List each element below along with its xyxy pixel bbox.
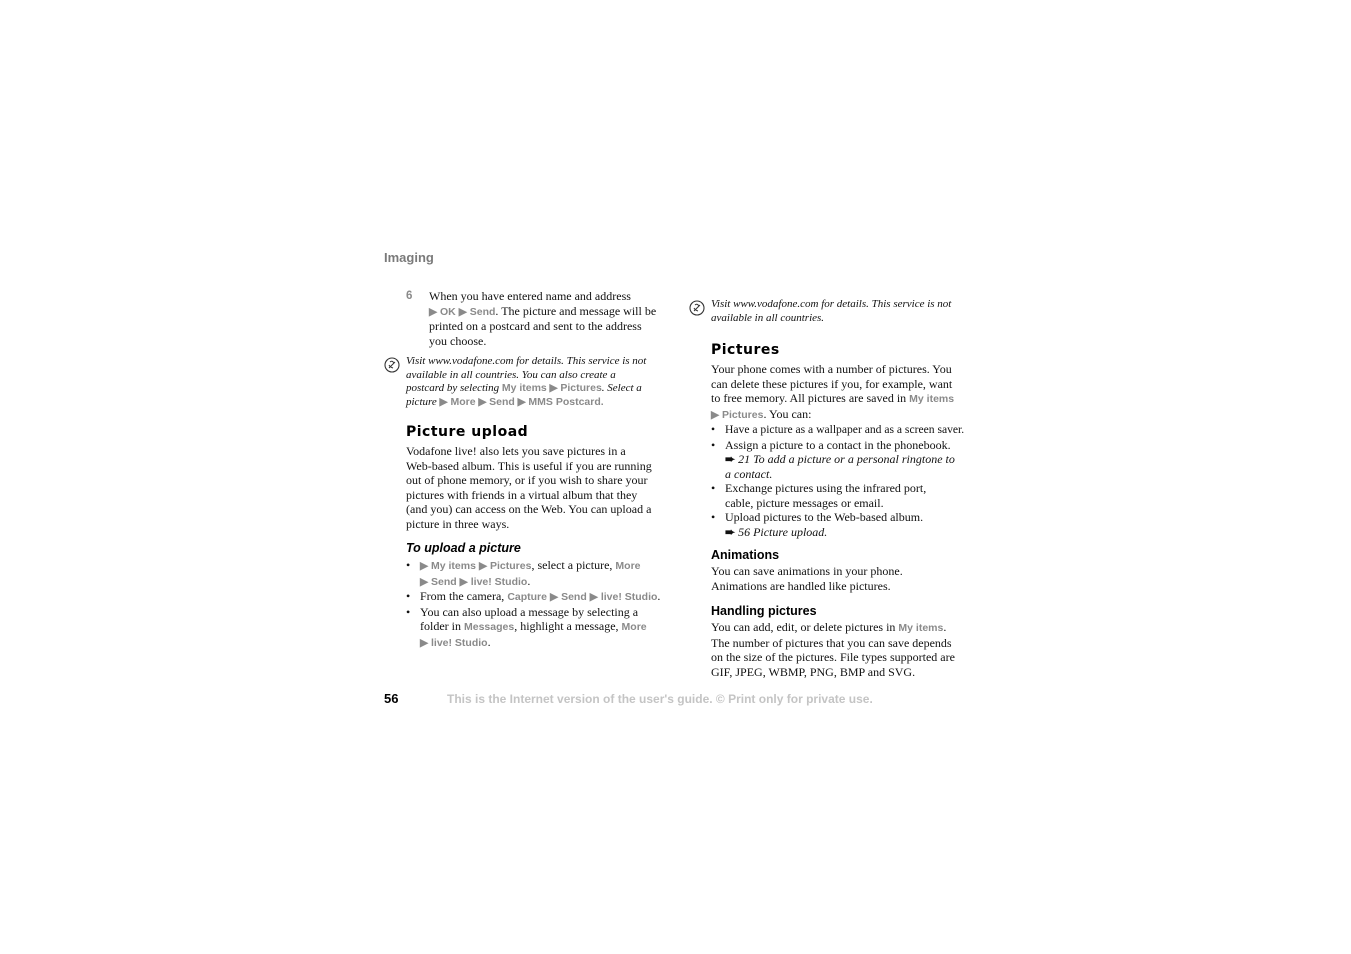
step-text-3: printed on a postcard and sent to the address bbox=[429, 319, 642, 333]
list-item: • Have a picture as a wallpaper and as a screen saver. bbox=[711, 423, 983, 438]
to-upload-heading: To upload a picture bbox=[406, 541, 521, 555]
handling-pictures-heading: Handling pictures bbox=[711, 604, 817, 618]
arrow-right-icon: ▶ bbox=[478, 395, 487, 408]
tip-note-left: Visit www.vodafone.com for details. This service is not available in all countries. You can also create a postcard by selecting My items ▶ Pictures. Select a picture ▶ More ▶ Send ▶ MMS Postcard. bbox=[406, 355, 647, 408]
tip-bulb-icon bbox=[689, 300, 705, 316]
pictures-body: Your phone comes with a number of pictures. You can delete these pictures if you, for example, want to free memory. All pictures are saved in My items ▶ Pictures. You can: • Have a picture as a wallpaper and as a screen saver. • Assign a picture to a contact in the phonebook. ➨ 21 To add a picture or a personal ringtone to a contact. • Exchange pictures using the infrared port, cable, picture messages or email. • Upload pictures to the Web-based album. ➨ 56 Picture upload. bbox=[711, 362, 983, 539]
arrow-right-icon: ▶ bbox=[549, 382, 558, 395]
list-item: • Exchange pictures using the infrared port, cable, picture messages or email. bbox=[711, 481, 983, 510]
arrow-right-icon: ▶ bbox=[517, 395, 526, 408]
list-item: • From the camera, Capture ▶ Send ▶ live! Studio. bbox=[406, 589, 678, 605]
list-item: • Upload pictures to the Web-based album. ➨ 56 Picture upload. bbox=[711, 510, 983, 539]
reference-arrow-icon: ➨ bbox=[725, 452, 736, 466]
handling-pictures-body: You can add, edit, or delete pictures in My items. The number of pictures that you can save depends on the size of the pictures. File types supported are GIF, JPEG, WBMP, PNG, BMP and SVG. bbox=[711, 620, 955, 679]
arrow-right-icon: ▶ bbox=[429, 305, 440, 318]
page-number: 56 bbox=[384, 691, 399, 706]
picture-upload-heading: Picture upload bbox=[406, 424, 529, 440]
tip-note-right: Visit www.vodafone.com for details. This service is not available in all countries. bbox=[711, 298, 952, 324]
reference-arrow-icon: ➨ bbox=[725, 524, 736, 539]
arrow-right-icon: ▶ bbox=[420, 560, 431, 572]
tip-bulb-icon bbox=[384, 357, 400, 373]
step-text-2: ▶ OK ▶ Send. The picture and message will be bbox=[429, 303, 657, 318]
step-6 bbox=[406, 289, 676, 348]
upload-steps-list bbox=[406, 558, 678, 650]
list-item: • ▶ My items ▶ Pictures, select a picture, More ▶ Send ▶ live! Studio. bbox=[406, 558, 678, 589]
animations-body: You can save animations in your phone. Animations are handled like pictures. bbox=[711, 564, 903, 593]
step-number: 6 bbox=[406, 290, 413, 302]
step-text-1: When you have entered name and address bbox=[429, 289, 631, 303]
arrow-right-icon: ▶ bbox=[439, 395, 451, 408]
footer-notice: This is the Internet version of the user's guide. © Print only for private use. bbox=[447, 692, 873, 706]
section-header: Imaging bbox=[384, 250, 434, 265]
list-item: • You can also upload a message by selecting a folder in Messages, highlight a message, More ▶ live! Studio. bbox=[406, 605, 678, 651]
picture-upload-body: Vodafone live! also lets you save pictures in a Web-based album. This is useful if you are running out of phone memory, or if you wish to share your pictures with friends in a virtual album that they (and you) can access on the Web. You can upload a picture in three ways. bbox=[406, 444, 652, 531]
step-text-4: you choose. bbox=[429, 333, 487, 348]
list-item: • Assign a picture to a contact in the phonebook. ➨ 21 To add a picture or a personal ringtone to a contact. bbox=[711, 438, 983, 482]
pictures-heading: Pictures bbox=[711, 342, 780, 358]
animations-heading: Animations bbox=[711, 548, 780, 562]
arrow-right-icon: ▶ bbox=[458, 305, 470, 318]
